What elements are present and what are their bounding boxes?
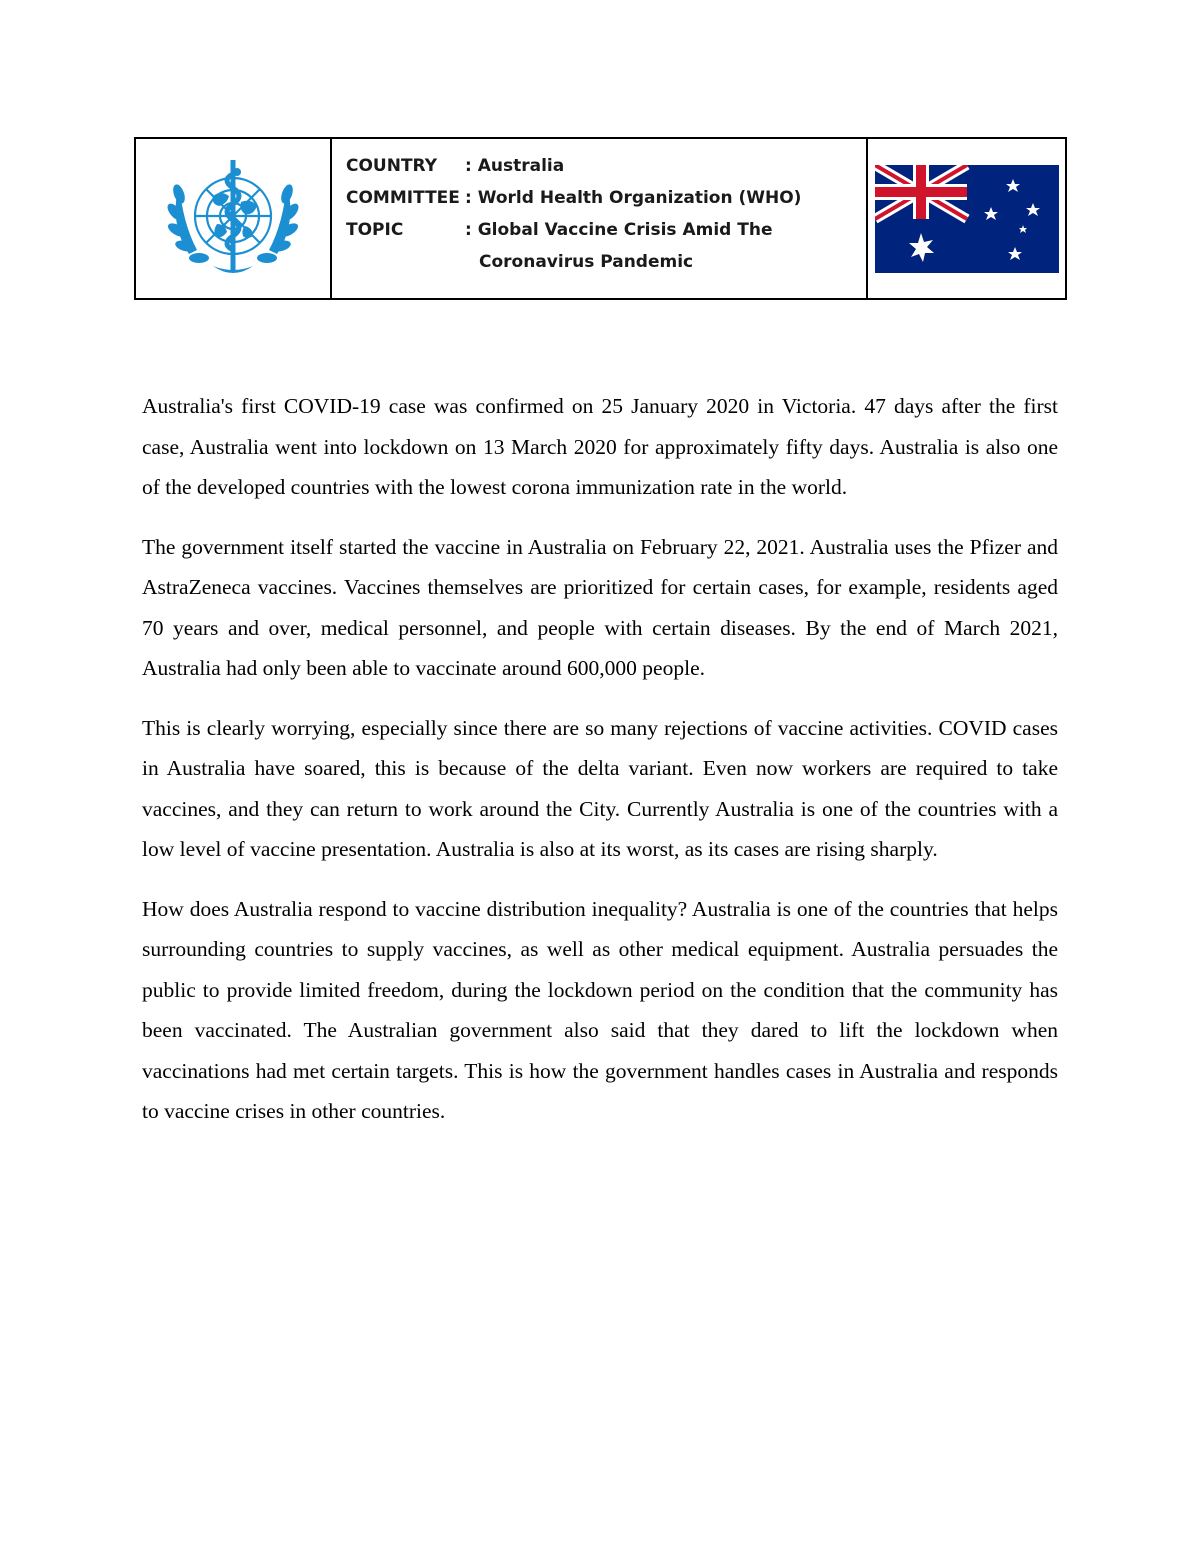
committee-row xyxy=(346,185,866,217)
logo-cell xyxy=(136,139,332,298)
committee-label: COMMITTEE xyxy=(346,188,460,208)
document-body xyxy=(142,386,1058,1151)
paragraph-4: How does Australia respond to vaccine distribution inequality? Australia is one of the countries that helps surrounding countries to supply vaccines, as well as other medical equipment. Australia persuades the public to provide limited freedom, during the lockdown period on the condition that the community has been vaccinated. The Australian government also said that they dared to lift the lockdown when vaccinations had met certain targets. This is how the government handles cases in Australia and responds to vaccine crises in other countries. xyxy=(142,896,1058,1123)
who-emblem-icon xyxy=(153,154,313,284)
country-row xyxy=(346,153,866,185)
committee-value: : World Health Organization (WHO) xyxy=(465,188,802,208)
info-cell xyxy=(332,139,868,298)
paragraph-2: The government itself started the vaccine in Australia on February 22, 2021. Australia uses the Pfizer and AstraZeneca vaccines. Vaccines themselves are prioritized for certain cases, for example, residents aged 70 years and over, medical personnel, and people with certain diseases. By the end of March 2021, Australia had only been able to vaccinate around 600,000 people. xyxy=(142,534,1058,680)
country-value: : Australia xyxy=(465,156,565,176)
topic-label: TOPIC xyxy=(346,220,404,240)
australian-flag-icon xyxy=(875,165,1059,273)
topic-value-line2: Coronavirus Pandemic xyxy=(479,252,694,272)
flag-cell xyxy=(868,139,1065,298)
paragraph-1: Australia's first COVID-19 case was confirmed on 25 January 2020 in Victoria. 47 days after the first case, Australia went into lockdown on 13 March 2020 for approximately fifty days. Australia is also one of the developed countries with the lowest corona immunization rate in the world. xyxy=(142,394,1058,499)
paragraph-3: This is clearly worrying, especially since there are so many rejections of vaccine activities. COVID cases in Australia have soared, this is because of the delta variant. Even now workers are required to take vaccines, and they can return to work around the City. Currently Australia is one of the countries with a low level of vaccine presentation. Australia is also at its worst, as its cases are rising sharply. xyxy=(142,715,1058,861)
header-table xyxy=(134,137,1067,300)
topic-value-line1: : Global Vaccine Crisis Amid The xyxy=(465,220,773,240)
country-label: COUNTRY xyxy=(346,156,438,176)
topic-row xyxy=(346,217,866,249)
